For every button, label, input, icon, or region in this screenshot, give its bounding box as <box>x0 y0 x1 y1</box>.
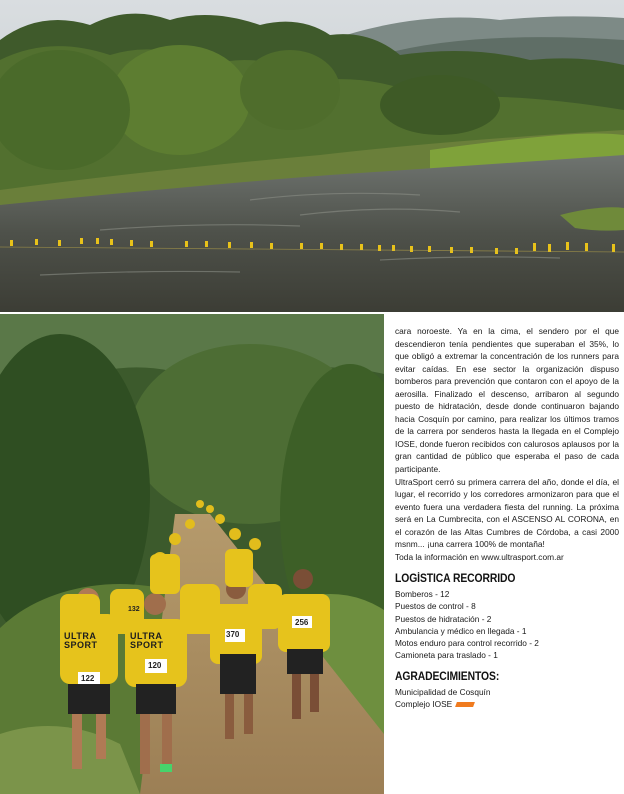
logistics-item: Motos enduro para control recorrido - 2 <box>395 637 539 648</box>
logistics-item: Ambulancia y médico en llegada - 1 <box>395 625 527 636</box>
article-text-column <box>395 325 619 710</box>
thanks-item <box>395 698 619 710</box>
thanks-heading: AGRADECIMIENTOS: <box>395 670 500 683</box>
thanks-list <box>395 686 619 710</box>
thanks-item: Municipalidad de Cosquín <box>395 686 491 697</box>
article-paragraph-3 <box>395 551 619 564</box>
logistics-item: Puestos de control - 8 <box>395 601 476 612</box>
shirt-print: ULTRA SPORT <box>130 631 164 650</box>
article-paragraph-2: UltraSport cerró su primera carrera del año, donde el día, el lugar, el recorrido y los corredores armonizaron para que el evento fuera una verdadera fiesta del running. La próxima será en La Cumbrecita, con el ASCENSO AL CORONA, en el corazón de las Altas Cumbres de Córdoba, a casi 2000 msnm... ¡una carrera 100% de montaña! <box>395 476 619 550</box>
thanks-item-label: Complejo IOSE <box>395 699 453 710</box>
logistics-item: Puestos de hidratación - 2 <box>395 613 492 624</box>
bib-number: 132 <box>128 606 140 613</box>
logistics-item: Bomberos - 12 <box>395 589 450 600</box>
bib-number: 370 <box>226 630 240 639</box>
bib-number: 120 <box>148 661 162 670</box>
bib-number: 256 <box>295 618 309 627</box>
logistics-item: Camioneta para traslado - 1 <box>395 649 498 660</box>
bib-number: 122 <box>81 674 95 683</box>
river-crossing-photo <box>0 0 624 312</box>
runners-trail-photo <box>0 314 384 794</box>
accent-brush-mark <box>455 702 475 707</box>
website-link[interactable]: Toda la información en www.ultrasport.com.ar <box>395 551 564 562</box>
logistics-list <box>395 588 619 661</box>
shirt-print: ULTRA SPORT <box>64 631 98 650</box>
logistics-heading: LOGÍSTICA RECORRIDO <box>395 573 516 586</box>
article-paragraph-1: cara noroeste. Ya en la cima, el sendero por el que descendieron tenía pendientes que superaban el 35%, lo que obligó a extremar la concentración de los runners para evitar caídas. En ese sector la organización dispuso bomberos para prevención que contaron con el apoyo de la aerosilla. Finalizado el descenso, arribaron al segundo puesto de hidratación, desde donde continuaron bajando hacia Cosquín por camino, para realizar los últimos tramos de la carrera por senderos hasta la llegada en el Complejo IOSE, donde fueron recibidos con calurosos aplausos por la gran cantidad de público que esperaba el paso de cada participante. <box>395 326 619 475</box>
